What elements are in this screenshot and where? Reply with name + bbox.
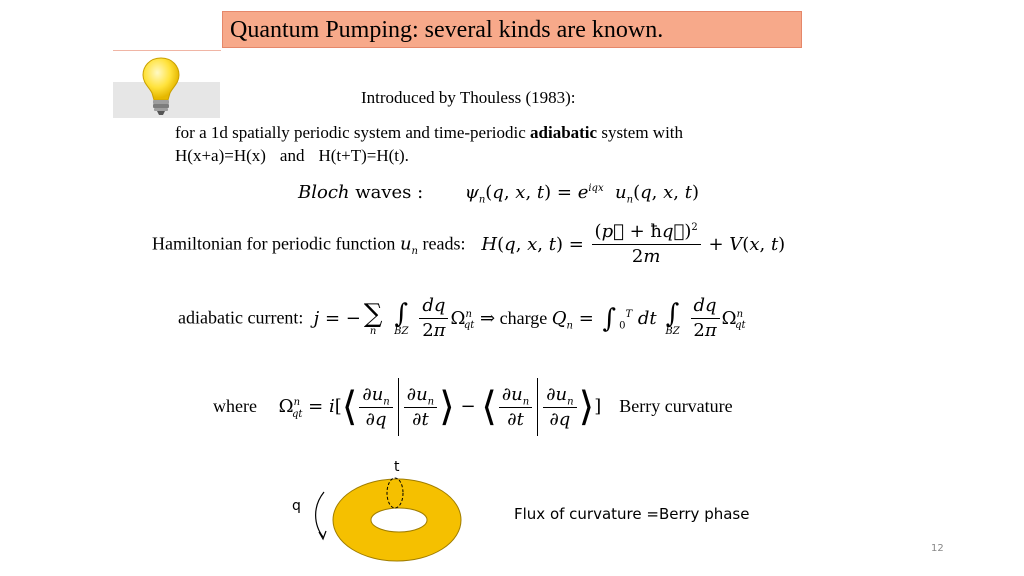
flux-caption: Flux of curvature =Berry phase: [514, 505, 750, 523]
torus-hole: [371, 508, 427, 532]
periodicity-x: H(x+a)=H(x): [175, 146, 266, 165]
description-text: for a 1d spatially periodic system and time-periodic: [175, 123, 531, 142]
hamiltonian-label: Hamiltonian for periodic function: [152, 233, 400, 254]
adiabatic-current-equation: adiabatic current: j = − ∑ n ∫ BZ $\frac{dq}{2\pi}$ $\Omega^n_{qt}$ ⇒ charge $Q_n$ = ∫ $_0^T$ dt ∫ BZ $\frac{dq}{2\pi}$ $\Omega^n_{qt}$: [178, 295, 746, 341]
bloch-wave-equation: Bloch waves : $\psi_n(q$, x, $t) = e^{iqx}$ $u_n(q$, x, t): [298, 182, 699, 206]
t-label: t: [394, 459, 400, 475]
description-bold-word: adiabatic: [530, 123, 598, 142]
intro-text: Introduced by Thouless (1983):: [361, 88, 576, 107]
charge-label: charge: [495, 307, 552, 328]
page-number: 12: [931, 543, 944, 554]
description-line-2: [175, 146, 409, 166]
q-arrow: [316, 492, 324, 537]
waves-label: waves :: [349, 182, 424, 203]
bloch-label: Bloch: [298, 182, 350, 203]
decorative-divider: [113, 50, 221, 51]
adiabatic-label: adiabatic current:: [178, 307, 304, 328]
q-label: q: [292, 498, 301, 514]
periodicity-t: H(t+T)=H(t).: [318, 146, 409, 165]
hamiltonian-equation: Hamiltonian for periodic function $u_n$ reads: H(q, x, t) = $\frac{(p⃗ + ħq⃗)^2}{2m}$ + V(x, t): [152, 221, 786, 267]
slide-title: Quantum Pumping: several kinds are known.: [230, 17, 664, 43]
berry-curvature-equation: where $\Omega^n_{qt}$ = i[⟨ $\frac{\partial u_n}{\partial q}$ $\frac{\partial u_n}{\partial t}$ ⟩ − ⟨ $\frac{\partial u_n}{\partial t}$ $\frac{\partial u_n}{\partial q}$ ⟩] Berry curvature: [213, 378, 733, 436]
berry-curvature-label: Berry curvature: [619, 396, 733, 416]
reads-label: reads:: [417, 233, 466, 254]
description-text-end: system with: [597, 123, 684, 142]
lightbulb-icon: [140, 56, 182, 116]
torus-figure: [300, 455, 480, 575]
where-label: where: [213, 396, 257, 416]
and-word: and: [279, 146, 305, 165]
description-line-1: [175, 123, 683, 143]
